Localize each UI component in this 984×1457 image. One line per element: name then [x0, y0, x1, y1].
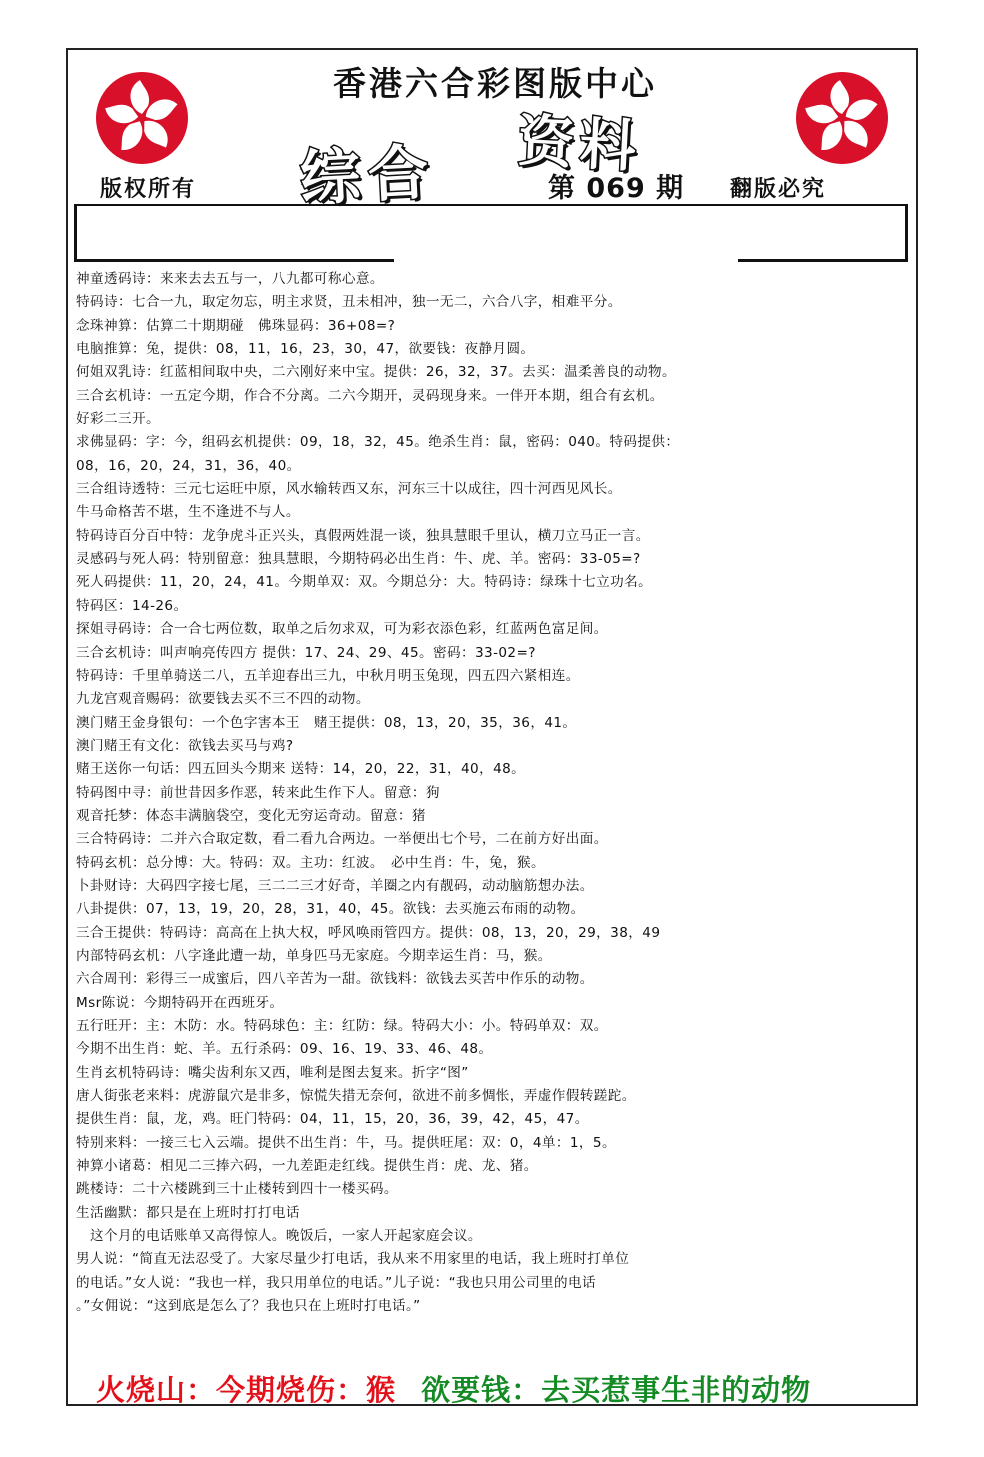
- text-line: 特码诗百分百中特：龙争虎斗正兴头，真假两姓混一谈，独具慧眼千里认，横刀立马正一言。: [76, 527, 650, 544]
- text-line: 神算小诸葛：相见二三捧六码，一九差距走红线。提供生肖：虎、龙、猪。: [76, 1158, 538, 1175]
- text-line: 电脑推算：兔，提供：08，11，16，23，30，47，欲要钱：夜静月圆。: [76, 341, 535, 358]
- footer-banner: [96, 1368, 811, 1409]
- text-line: 男人说：“简直无法忍受了。大家尽量少打电话，我从来不用家里的电话，我上班时打单位: [76, 1251, 630, 1268]
- text-line: 卜卦财诗：大码四字接七尾，三二二三才好奇，羊圈之内有靓码，动动脑筋想办法。: [76, 877, 594, 894]
- text-line: 提供生肖：鼠，龙，鸡。旺门特码：04，11，15，20，36，39，42，45，47。: [76, 1111, 589, 1128]
- text-line: 这个月的电话账单又高得惊人。晚饭后，一家人开起家庭会议。: [76, 1228, 482, 1245]
- text-line: 澳门赌王有文化：欲钱去买马与鸡?: [76, 737, 294, 754]
- text-line: 何姐双乳诗：红蓝相间取中央，二六刚好来中宝。提供：26，32，37。去买：温柔善良的动物。: [76, 364, 677, 381]
- text-line: 好彩二三开。: [76, 411, 160, 428]
- text-line: 死人码提供：11，20，24，41。今期单双：双。今期总分：大。特码诗：绿珠十七立功名。: [76, 574, 653, 591]
- text-line: 特别来料：一接三七入云端。提供不出生肖：牛，马。提供旺尾：双：0，4单：1，5。: [76, 1134, 616, 1151]
- text-line: 08，16，20，24，31，36，40。: [76, 457, 301, 474]
- text-line: 五行旺开：主：木防：水。特码球色：主：红防：绿。特码大小：小。特码单双：双。: [76, 1018, 608, 1034]
- issue-number: 第 069 期: [548, 173, 685, 204]
- bauhinia-flower-icon: [96, 72, 188, 164]
- text-line: 特码图中寻：前世昔因多作恶，转来此生作下人。留意：狗: [76, 784, 440, 801]
- text-line: 跳楼诗：二十六楼跳到三十止楼转到四十一楼买码。: [76, 1181, 398, 1198]
- bauhinia-emblem-left: [96, 72, 188, 164]
- text-line: 唐人街张老来料：虎游鼠穴是非多，惊慌失措无奈何，欲进不前多惆怅，弄虚作假转蹉跎。: [76, 1088, 636, 1105]
- text-line: 三合王提供：特码诗：高高在上执大权，呼风唤雨管四方。提供：08，13，20，29，38，49: [76, 924, 661, 941]
- text-line: 六合周刊：彩得三一成蜜后，四八辛苦为一甜。欲钱料：欲钱去买苦中作乐的动物。: [76, 971, 594, 988]
- text-line: 牛马命格苦不堪，生不逢进不与人。: [76, 504, 300, 521]
- big-title-zonghe: 综合: [298, 137, 439, 215]
- footer-red-text: 火烧山：今期烧伤：猴: [96, 1373, 397, 1407]
- text-line: 生肖玄机特码诗：嘴尖齿利东又西，唯利是图去复来。折字“图”: [76, 1064, 469, 1081]
- text-line: 赌王送你一句话：四五回头今期来 送特：14，20，22，31，40，48。: [76, 761, 526, 778]
- text-line: 求佛显码：字：今，组码玄机提供：09，18，32，45。绝杀生肖：鼠，密码：040。特码提供：: [76, 434, 680, 451]
- text-line: 三合特码诗：二并六合取定数，看二看九合两边。一举便出七个号，二在前方好出面。: [76, 831, 608, 848]
- text-line: 的电话。”女人说：“我也一样，我只用单位的电话。”儿子说：“我也只用公司里的电话: [76, 1274, 596, 1291]
- text-line: 三合玄机诗：叫声响亮传四方 提供：17、24、29、45。密码：33-02=?: [76, 644, 536, 661]
- text-line: 澳门赌王金身银句：一个色字害本王 赌王提供：08，13，20，35，36，41。: [76, 714, 577, 731]
- text-line: 今期不出生肖：蛇、羊。五行杀码：09、16、19、33、46、48。: [76, 1041, 493, 1058]
- text-line: 生活幽默：都只是在上班时打打电话: [76, 1204, 300, 1221]
- text-line: 八卦提供：07，13，19，20，28，31，40，45。欲钱：去买施云布雨的动物。: [76, 901, 585, 918]
- blank-banner-box: [74, 204, 908, 262]
- text-line: 三合组诗透特：三元七运旺中原，风水输转西又东，河东三十以成往，四十河西见风长。: [76, 481, 622, 498]
- footer-green-text: 欲要钱：去买惹事生非的动物: [421, 1373, 812, 1407]
- big-title-ziliao: 资料: [516, 107, 644, 181]
- text-line: 特码诗：七合一九，取定勿忘，明主求贤，丑未相冲，独一无二，六合八字，相难平分。: [76, 294, 622, 311]
- text-line: 念珠神算：估算二十期期碰 佛珠显码：36+08=?: [76, 317, 396, 334]
- text-line: 灵感码与死人码：特别留意：独具慧眼，今期特码必出生肖：牛、虎、羊。密码：33-05=?: [76, 551, 641, 568]
- bauhinia-emblem-right: [796, 72, 888, 164]
- no-copy-text: 翻版必究: [730, 177, 827, 202]
- text-line: 。”女佣说：“这到底是怎么了？我也只在上班时打电话。”: [76, 1298, 421, 1315]
- page-title: 香港六合彩图版中心: [333, 64, 657, 103]
- text-line: 内部特码玄机：八字逢此遭一劫，单身匹马无家庭。今期幸运生肖：马，猴。: [76, 947, 552, 964]
- text-line: 特码玄机：总分博：大。特码：双。主功：红波。 必中生肖：牛，兔，猴。: [76, 854, 545, 871]
- content-lines: [76, 268, 916, 1318]
- text-line: 探姐寻码诗：合一合七两位数，取单之后勿求双，可为彩衣添色彩，红蓝两色富足间。: [76, 621, 608, 638]
- text-line: 特码诗：千里单骑送二八，五羊迎春出三九，中秋月明玉兔现，四五四六紧相连。: [76, 667, 580, 684]
- text-line: 九龙宫观音赐码：欲要钱去买不三不四的动物。: [76, 691, 370, 708]
- text-line: 神童透码诗：来来去去五与一，八九都可称心意。: [76, 271, 384, 287]
- text-line: 特码区：14-26。: [76, 597, 188, 614]
- bauhinia-flower-icon: [796, 72, 888, 164]
- text-line: 三合玄机诗：一五定今期，作合不分离。二六今期开，灵码现身来。一伴开本期，组合有玄机。: [76, 387, 664, 404]
- text-line: Msr陈说：今期特码开在西班牙。: [76, 994, 284, 1011]
- text-line: 观音托梦：体态丰满脑袋空，变化无穷运奇动。留意：猪: [76, 807, 426, 824]
- copyright-text: 版权所有: [100, 177, 197, 202]
